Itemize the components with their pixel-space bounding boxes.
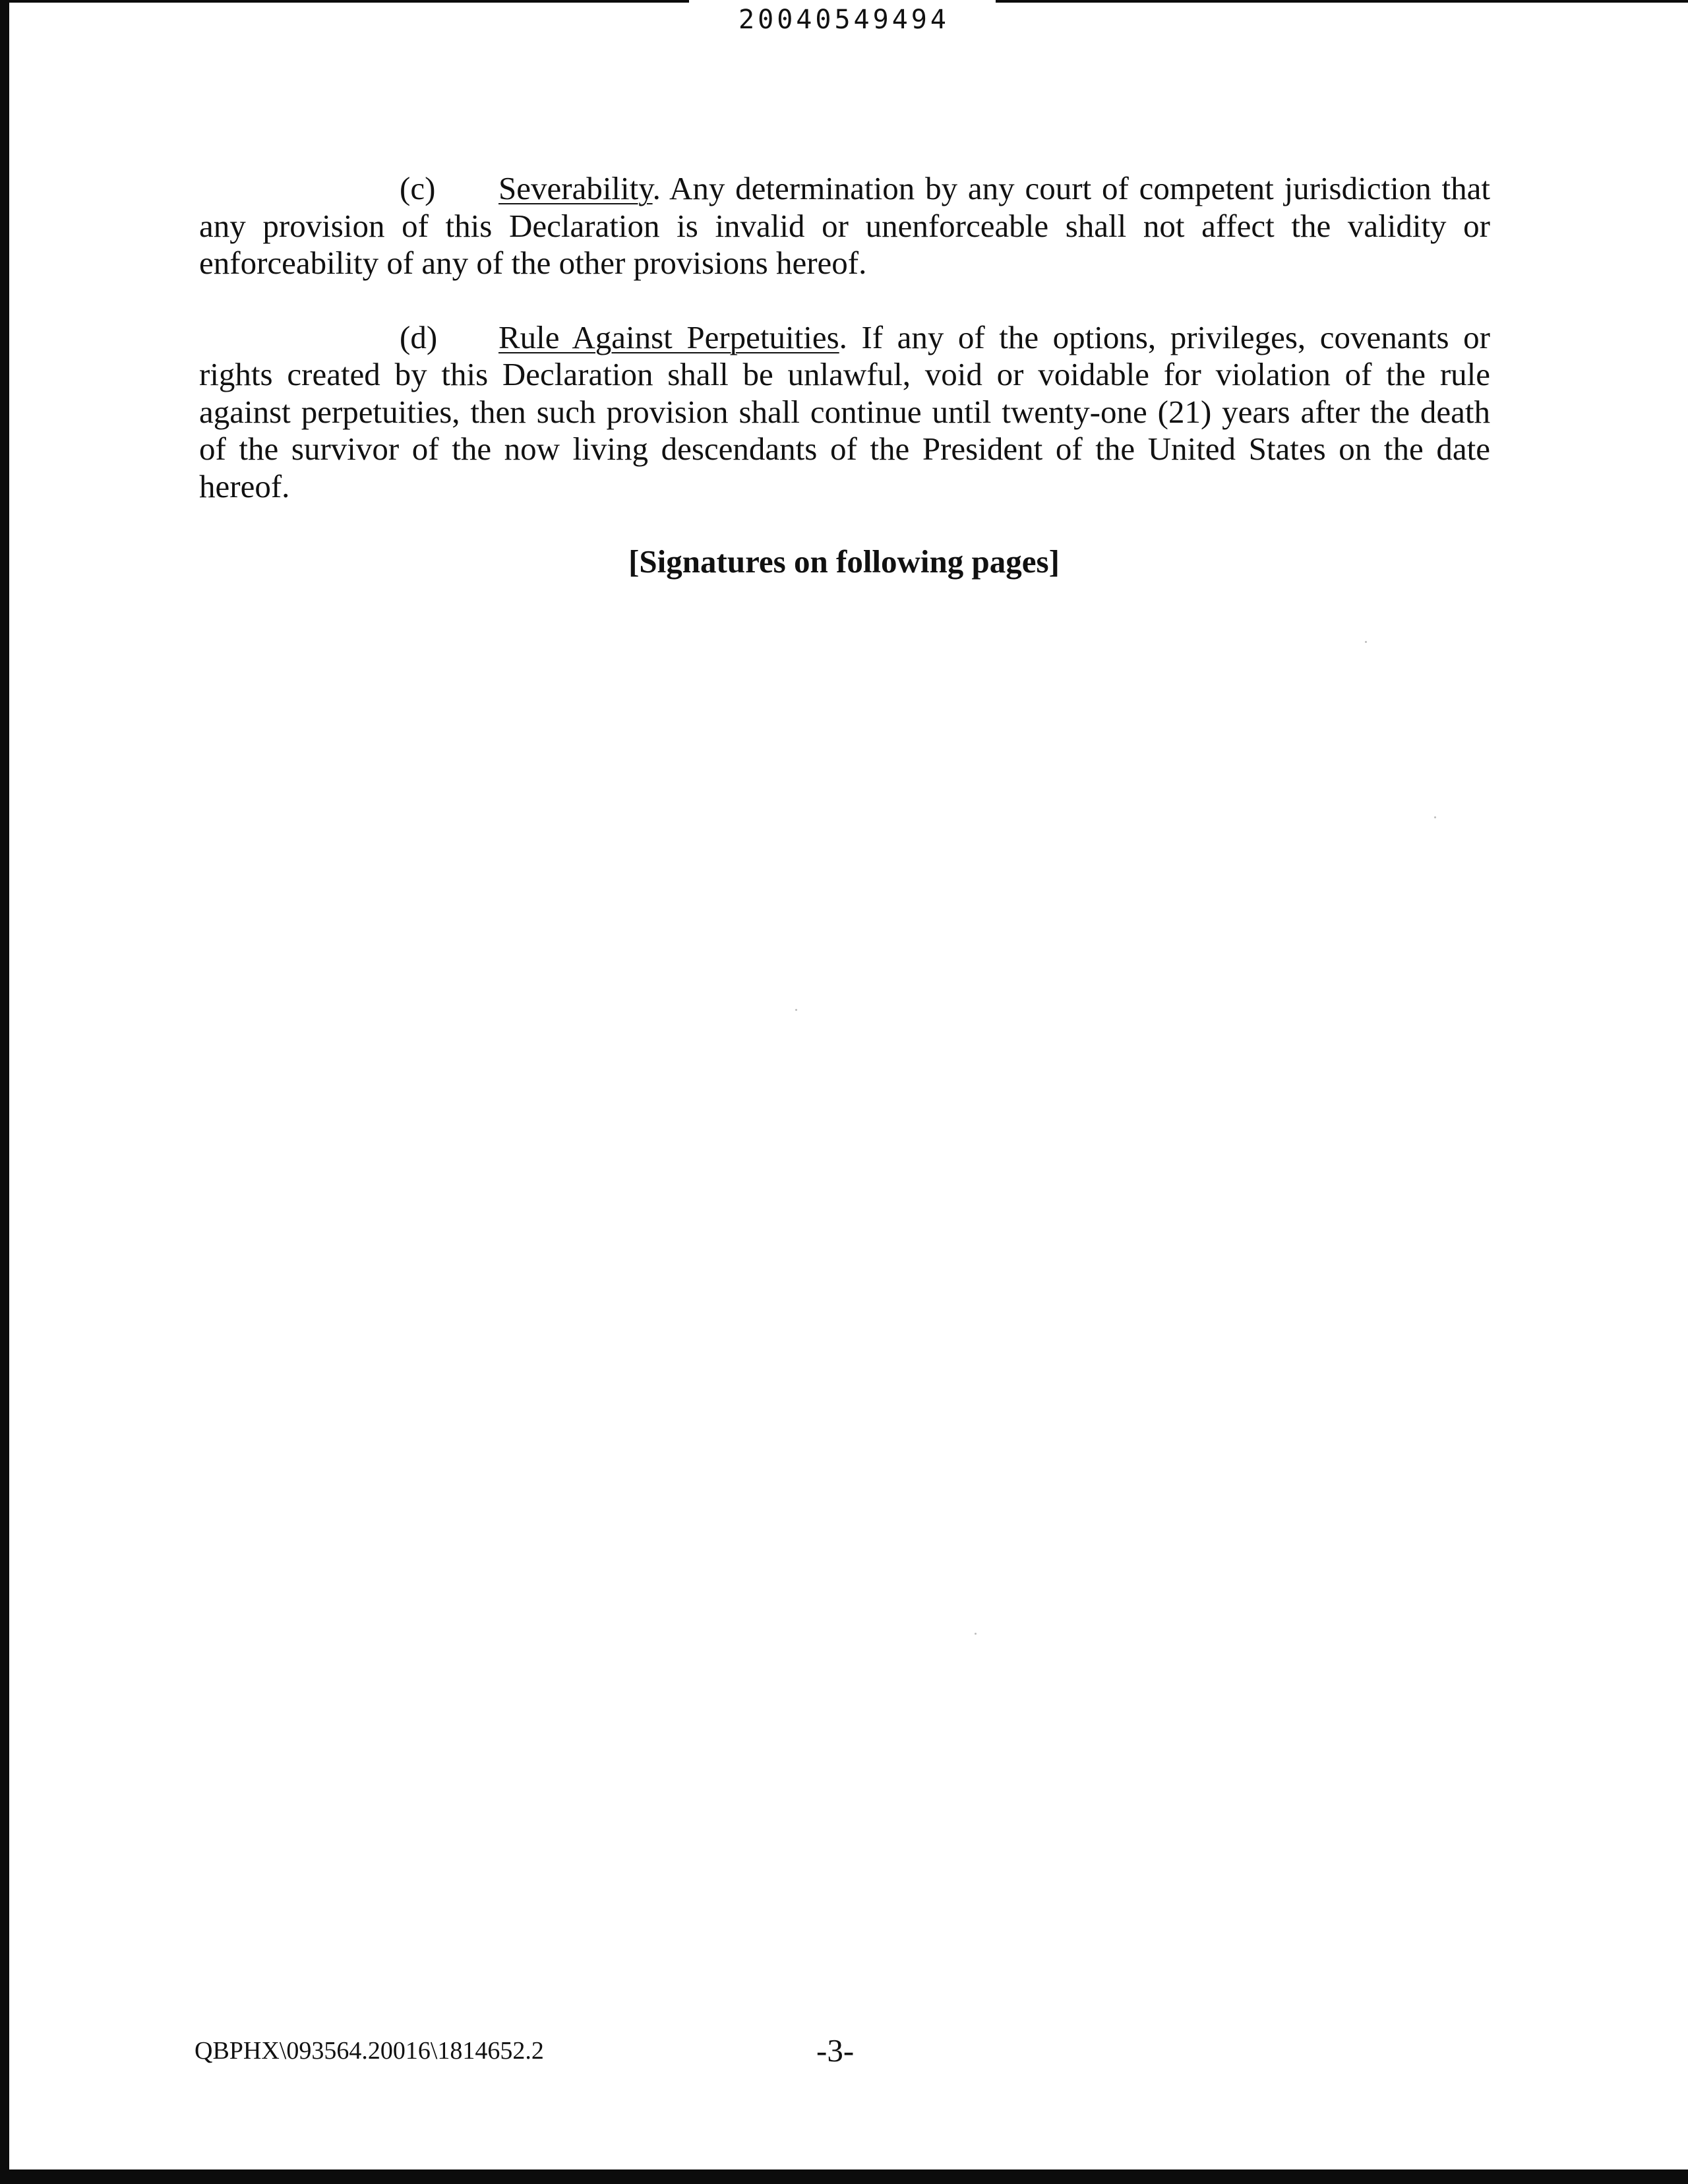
section-heading: Severability [498,170,653,206]
section-d [199,319,1490,506]
scan-speck [1365,641,1367,643]
section-c [199,170,1490,282]
section-marker: (c) [400,170,436,206]
recording-number: 20040549494 [738,5,950,35]
scan-edge-bottom [0,2169,1688,2184]
document-body [199,170,1490,505]
signature-note: [Signatures on following pages] [628,543,1060,580]
page-number: -3- [816,2032,855,2069]
top-rule-left [0,0,689,3]
top-rule-right [996,0,1688,3]
section-text: . Any determination by any court of competent jurisdiction that any provision of this Declaration is invalid or unenforceable shall not affect the validity or enforceability of any of the other provisions hereof. [199,170,1490,281]
section-heading: Rule Against Perpetuities [498,318,839,355]
scan-speck [975,1633,977,1635]
scan-speck [795,1009,797,1011]
scan-edge-left [0,0,9,2184]
section-text: . If any of the options, privileges, covenants or rights created by this Declaration shall be unlawful, void or voidable for violation of the rule against perpetuities, then such provision shall continue until twenty-one (21) years after the death of the survivor of the now living descendants of the President of the United States on the date hereof. [199,318,1490,504]
footer-document-id: QBPHX\093564.20016\1814652.2 [195,2037,544,2065]
scan-speck [1434,816,1436,818]
section-marker: (d) [400,318,438,355]
